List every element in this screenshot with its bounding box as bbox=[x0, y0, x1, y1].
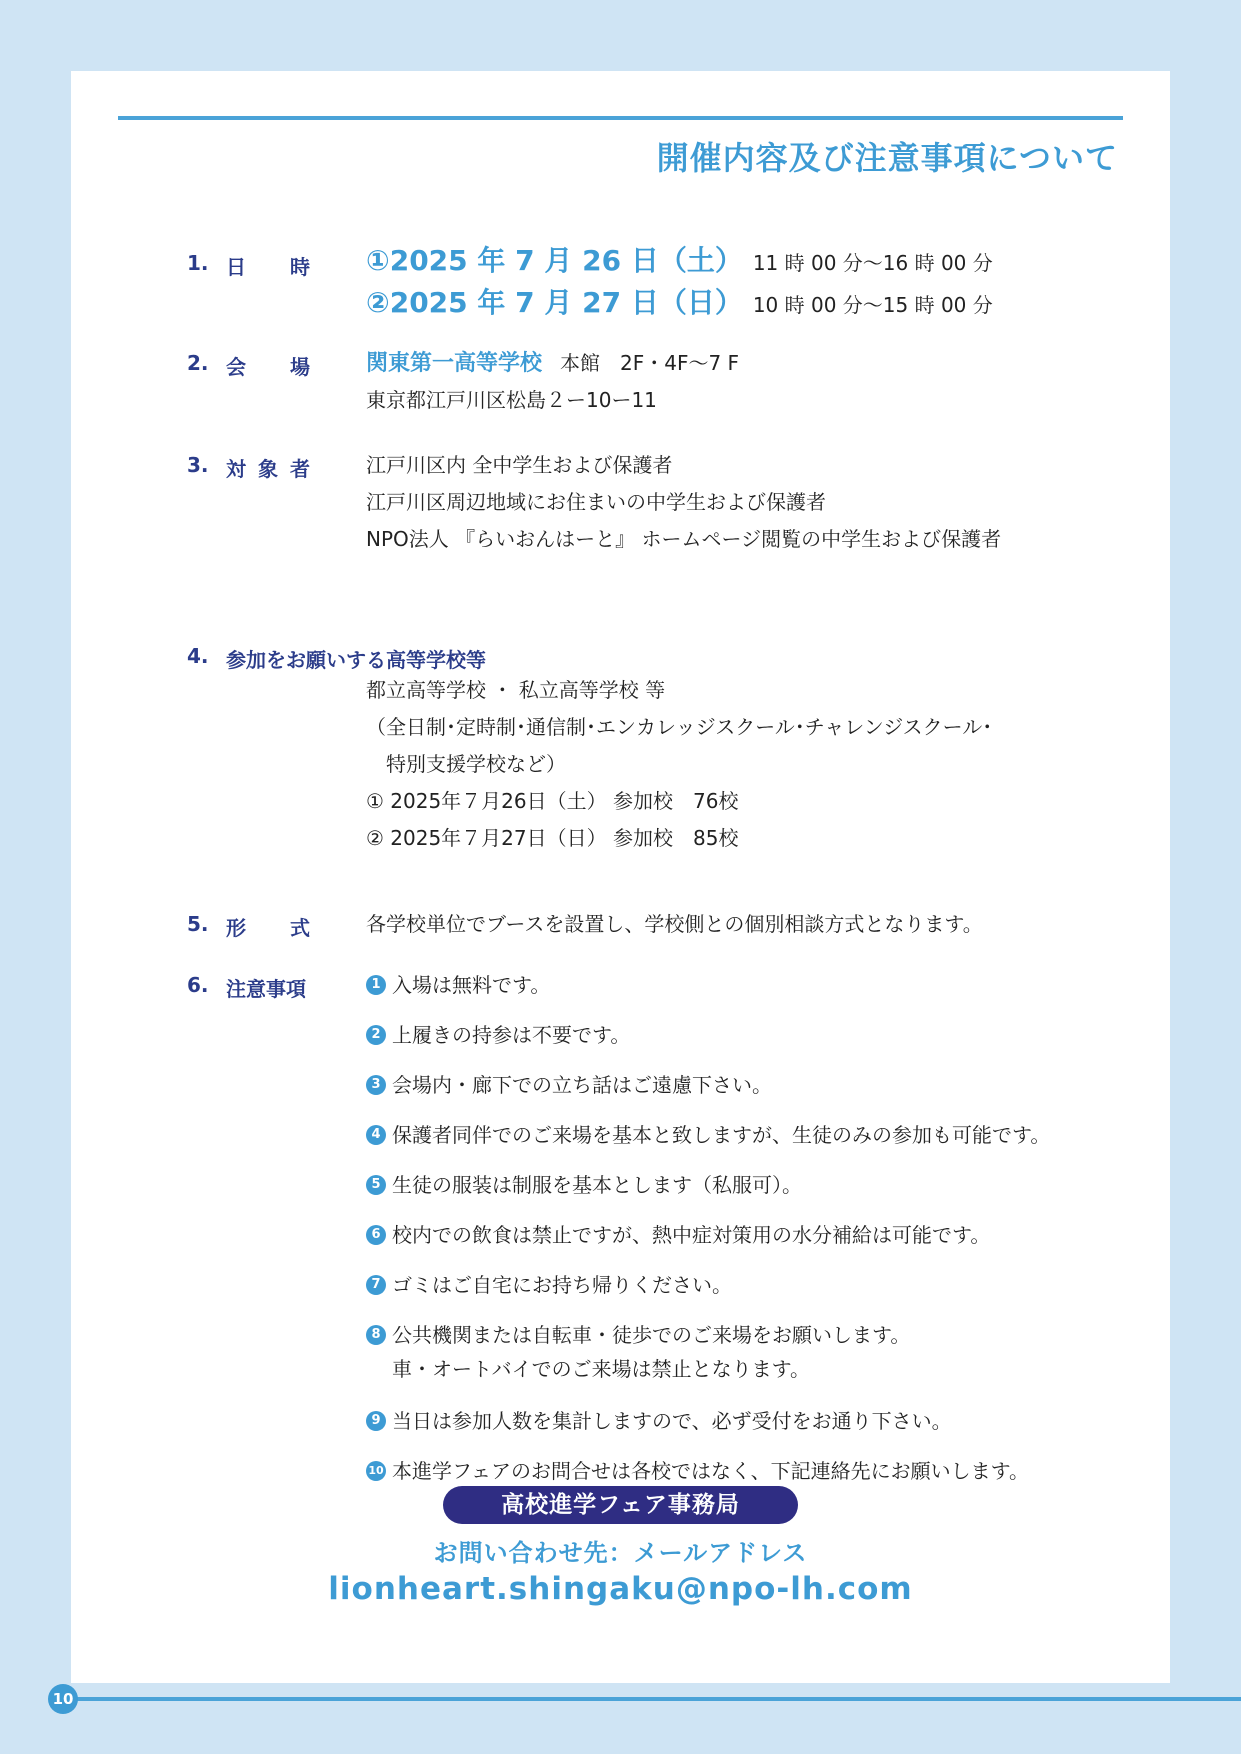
number-badge-icon: 6 bbox=[366, 1225, 386, 1245]
document-page bbox=[71, 71, 1170, 1683]
list-item: 7 ゴミはご自宅にお持ち帰りください。 bbox=[366, 1268, 1146, 1302]
section-label: 参加をお願いする高等学校等 bbox=[226, 648, 486, 672]
venue-name: 関東第一高等学校 bbox=[366, 351, 543, 376]
format-text: 各学校単位でブースを設置し、学校側との個別相談方式となります。 bbox=[366, 912, 983, 936]
schools-line: 特別支援学校など） bbox=[386, 752, 566, 776]
list-item: 6 校内での飲食は禁止ですが、熱中症対策用の水分補給は可能です。 bbox=[366, 1218, 1146, 1252]
contact-label: お問い合わせ先：メールアドレス bbox=[433, 1539, 808, 1567]
schools-line: 都立高等学校 ・ 私立高等学校 等 bbox=[366, 678, 666, 702]
notes-list bbox=[366, 968, 1146, 1488]
office-badge: 高校進学フェア事務局 bbox=[443, 1486, 798, 1524]
list-item: 2 上履きの持参は不要です。 bbox=[366, 1018, 1146, 1052]
section-label: 注意事項 bbox=[226, 977, 306, 1001]
section-label: 形 式 bbox=[226, 916, 310, 940]
datetime-content bbox=[366, 243, 1146, 327]
schools-content bbox=[366, 672, 1146, 857]
section-number: 4. bbox=[187, 644, 209, 668]
date-line-1 bbox=[366, 243, 1146, 279]
list-item: 5 生徒の服装は制服を基本とします（私服可）。 bbox=[366, 1168, 1146, 1202]
date-line-2 bbox=[366, 285, 1146, 321]
bottom-divider bbox=[62, 1697, 1241, 1701]
contact-email-link[interactable]: lionheart.shingaku@npo-lh.com bbox=[328, 1571, 913, 1607]
number-badge-icon: 7 bbox=[366, 1275, 386, 1295]
section-number: 5. bbox=[187, 912, 209, 936]
top-divider bbox=[118, 116, 1123, 120]
number-badge-icon: 9 bbox=[366, 1411, 386, 1431]
event-time: 10 時 00 分〜15 時 00 分 bbox=[752, 293, 993, 317]
target-line: 江戸川区周辺地域にお住まいの中学生および保護者 bbox=[366, 490, 826, 514]
number-badge-icon: 1 bbox=[366, 975, 386, 995]
schools-count-line: ① 2025年７月26日（土） 参加校 76校 bbox=[366, 789, 739, 813]
schools-line: （全日制･定時制･通信制･エンカレッジスクール･チャレンジスクール･ bbox=[366, 715, 993, 739]
section-number: 3. bbox=[187, 453, 209, 477]
event-date: ①2025 年 7 月 26 日（土） bbox=[366, 244, 743, 277]
page-title: 開催内容及び注意事項について bbox=[656, 139, 1118, 177]
list-item: 8 公共機関または自転車・徒歩でのご来場をお願いします。 車・オートバイでのご来場は禁止となります。 bbox=[366, 1318, 1146, 1386]
venue-address: 東京都江戸川区松島２ー10ー11 bbox=[366, 388, 657, 412]
venue-detail: 本館 2F・4F〜7 F bbox=[560, 351, 740, 375]
target-line: 江戸川区内 全中学生および保護者 bbox=[366, 453, 673, 477]
venue-content bbox=[366, 345, 1146, 419]
list-item: 4 保護者同伴でのご来場を基本と致しますが、生徒のみの参加も可能です。 bbox=[366, 1118, 1146, 1152]
target-line: NPO法人 『らいおんはーと』 ホームページ閲覧の中学生および保護者 bbox=[366, 527, 1002, 551]
format-content bbox=[366, 906, 1146, 943]
number-badge-icon: 10 bbox=[366, 1461, 386, 1481]
section-label: 日 時 bbox=[226, 255, 310, 279]
section-label: 対 象 者 bbox=[226, 457, 310, 481]
number-badge-icon: 8 bbox=[366, 1325, 386, 1345]
venue-line bbox=[366, 345, 1146, 382]
section-label: 会 場 bbox=[226, 355, 310, 379]
number-badge-icon: 4 bbox=[366, 1125, 386, 1145]
number-badge-icon: 2 bbox=[366, 1025, 386, 1045]
schools-count-line: ② 2025年７月27日（日） 参加校 85校 bbox=[366, 826, 739, 850]
page-number: 10 bbox=[48, 1684, 78, 1714]
number-badge-icon: 5 bbox=[366, 1175, 386, 1195]
list-item: 9 当日は参加人数を集計しますので、必ず受付をお通り下さい。 bbox=[366, 1404, 1146, 1438]
event-date: ②2025 年 7 月 27 日（日） bbox=[366, 286, 743, 319]
number-badge-icon: 3 bbox=[366, 1075, 386, 1095]
target-content bbox=[366, 447, 1146, 558]
list-item: 3 会場内・廊下での立ち話はご遠慮下さい。 bbox=[366, 1068, 1146, 1102]
event-time: 11 時 00 分〜16 時 00 分 bbox=[752, 251, 993, 275]
section-number: 2. bbox=[187, 351, 209, 375]
list-item: 1 入場は無料です。 bbox=[366, 968, 1146, 1002]
list-item: 10 本進学フェアのお問合せは各校ではなく、下記連絡先にお願いします。 bbox=[366, 1454, 1146, 1488]
section-number: 1. bbox=[187, 251, 209, 275]
section-number: 6. bbox=[187, 973, 209, 997]
